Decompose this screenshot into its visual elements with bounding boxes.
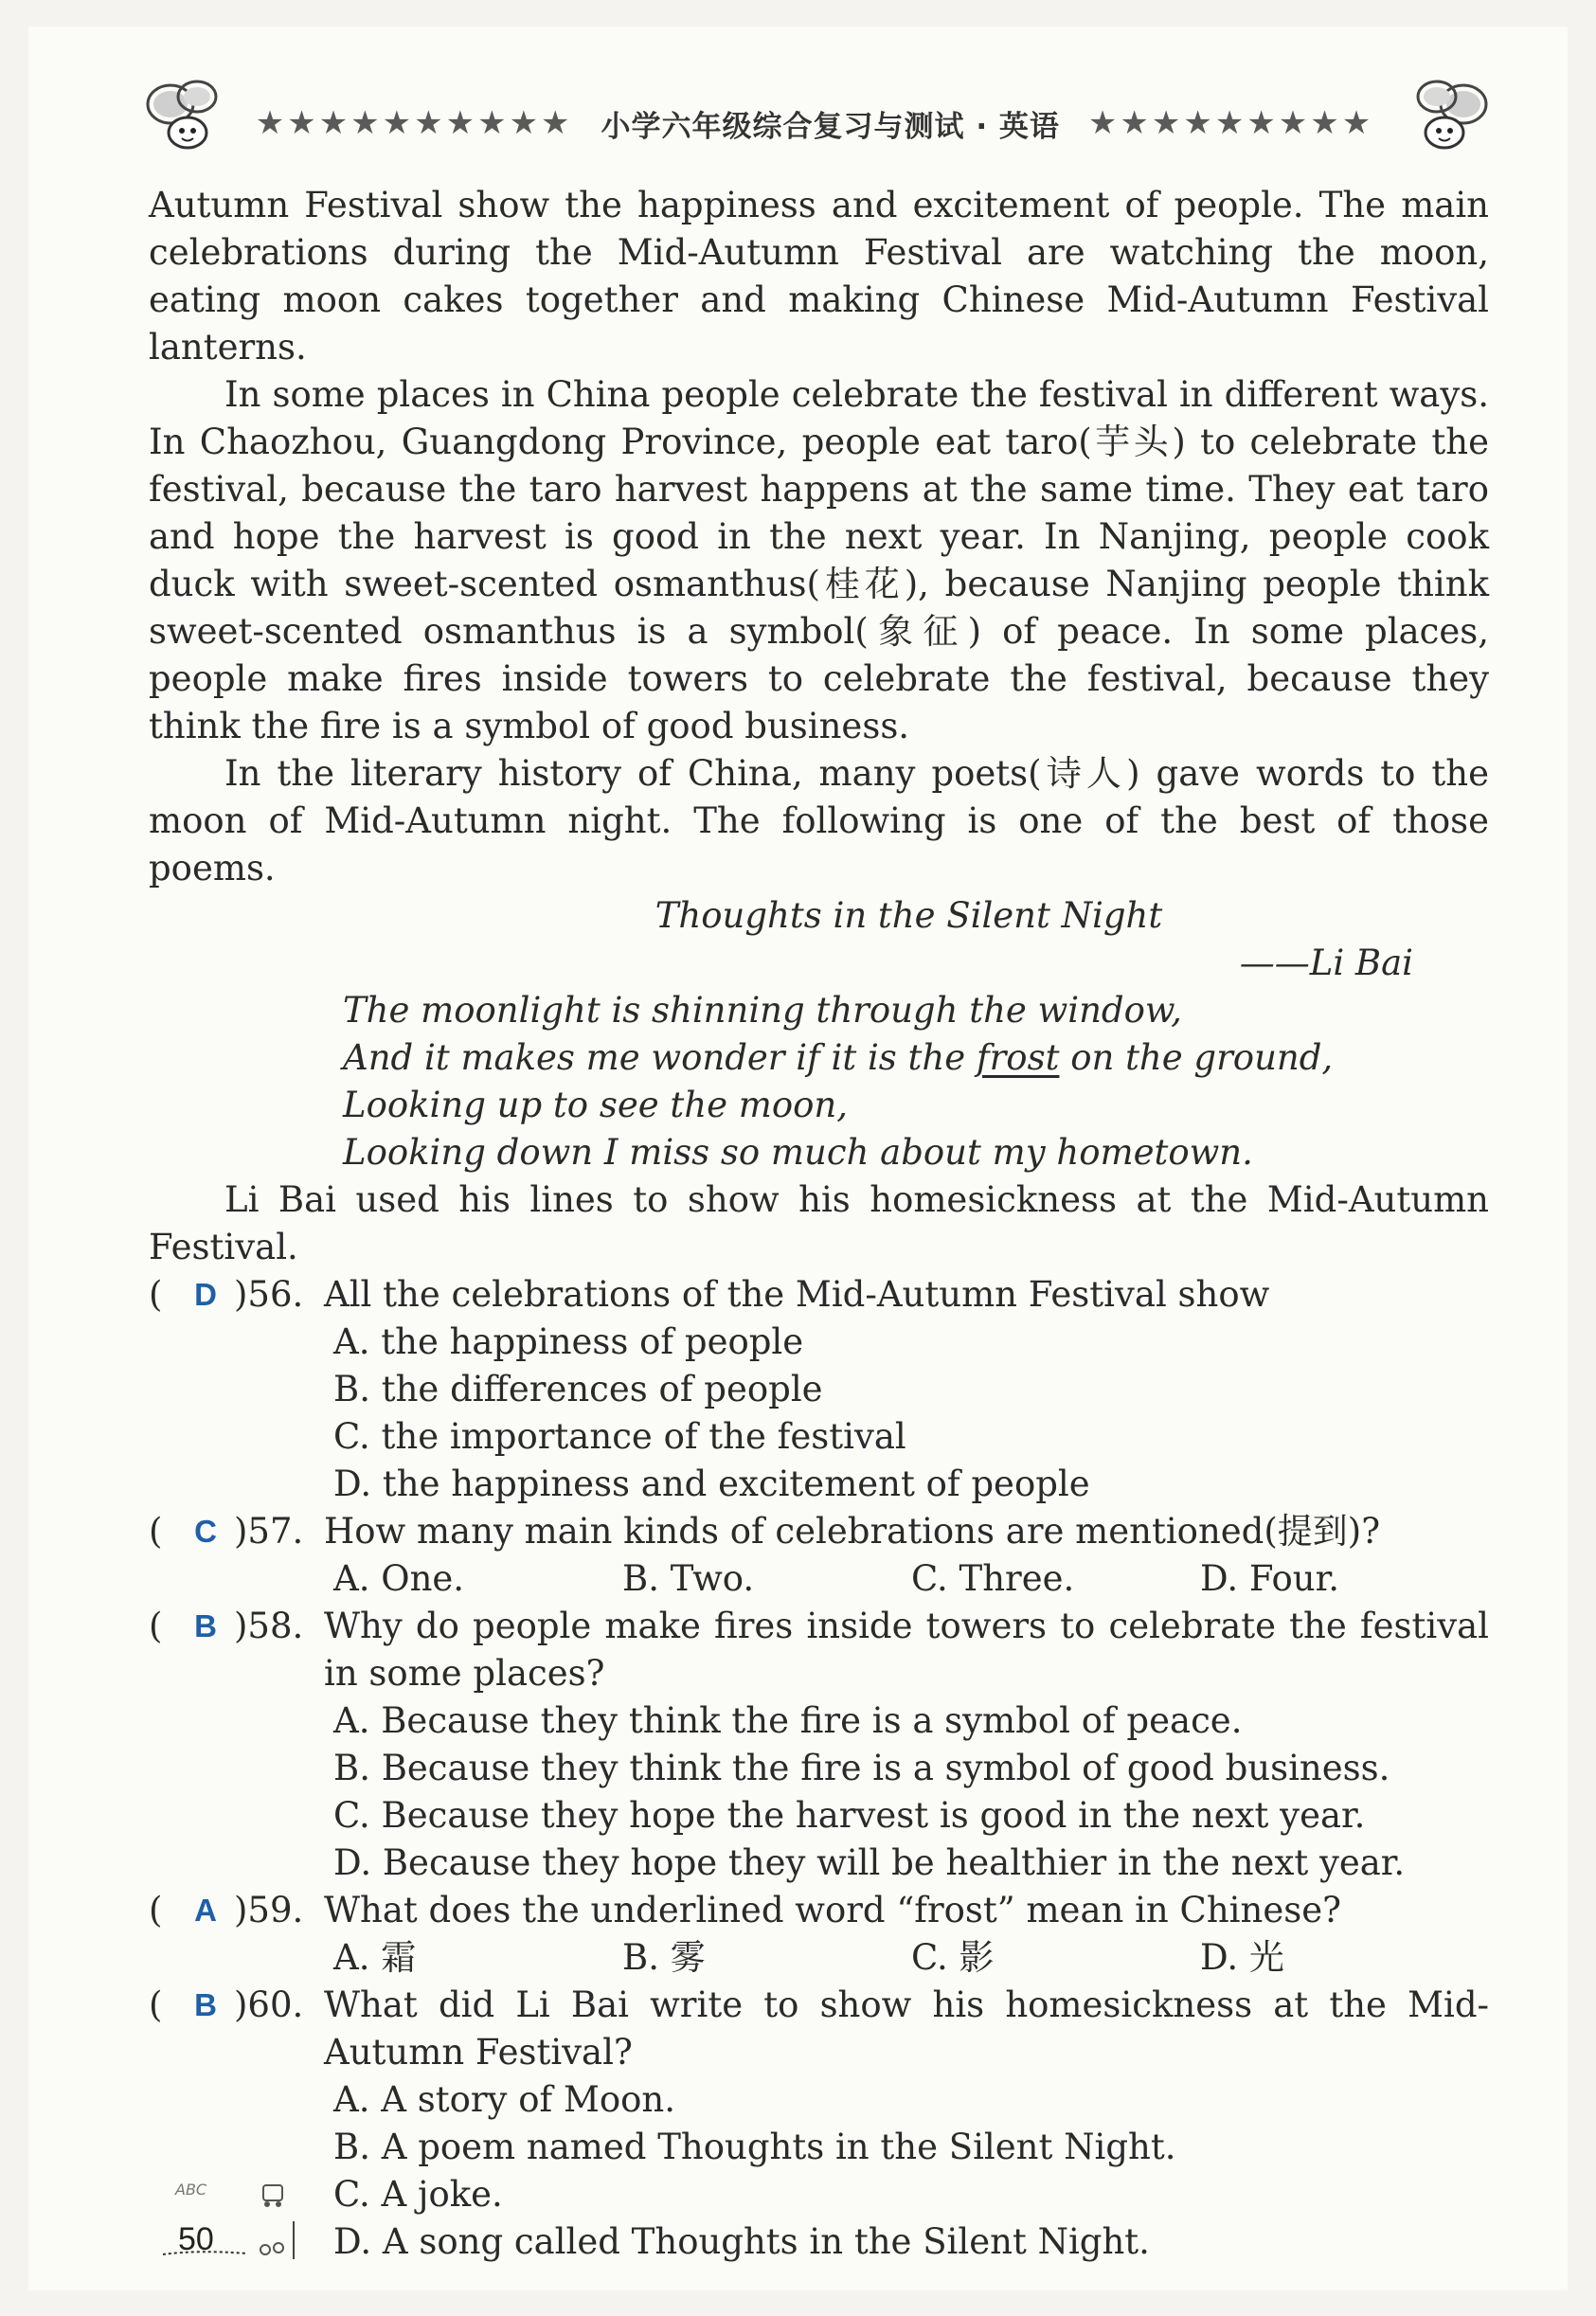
poem-line: The moonlight is shinning through the window,	[343, 990, 1182, 1031]
option: A. 霜	[333, 1937, 417, 1978]
poem-line: Looking down I miss so much about my hometown.	[343, 1132, 1253, 1173]
option: B. 雾	[622, 1937, 706, 1978]
option: C. 影	[911, 1937, 995, 1978]
answer-mark: D	[194, 1277, 217, 1312]
question-text: How many main kinds of celebrations are mentioned(提到)?	[324, 1511, 1381, 1552]
poem-title: Thoughts in the Silent Night	[655, 895, 1163, 936]
answer-mark: A	[194, 1893, 217, 1928]
paren-open: (	[149, 1274, 163, 1315]
page-header	[142, 90, 1487, 156]
passage-paragraph: In the literary history of China, many poets(诗人) gave words to the moon of Mid-Autumn night. The following is one of the best of those poems.	[149, 753, 1489, 889]
question-text: Why do people make fires inside towers to celebrate the festival in some places?	[324, 1606, 1489, 1694]
answer-mark: B	[194, 1608, 217, 1643]
paren-open: (	[149, 1984, 163, 2025]
passage-paragraph: In some places in China people celebrate the festival in different ways. In Chaozhou, Guangdong Province, people eat taro(芋头) to celebrate the festival, because the taro harvest happens at the same time. They eat taro and hope the harvest is good in the next year. In Nanjing, people cook duck with sweet-scented osmanthus(桂花), because Nanjing people think sweet-scented osmanthus is a symbol(象征) of peace. In some places, people make fires inside towers to celebrate the festival, because they think the fire is a symbol of good business.	[149, 374, 1489, 746]
option: B. the differences of people	[333, 1369, 823, 1409]
option: C. Three.	[911, 1558, 1075, 1599]
stars-right: ★★★★★★★★★	[1087, 104, 1374, 142]
question-60	[149, 1982, 1489, 2076]
answer-mark: B	[194, 1987, 217, 2022]
passage-paragraph: Li Bai used his lines to show his homesickness at the Mid-Autumn Festival.	[149, 1179, 1489, 1267]
poem-author: ——Li Bai	[1239, 943, 1413, 983]
paren-open: (	[149, 1606, 163, 1646]
page-number: 50	[178, 2221, 214, 2257]
stars-left: ★★★★★★★★★★	[255, 104, 573, 142]
option: D. Because they hope they will be healthier in the next year.	[333, 1842, 1406, 1883]
reading-content	[149, 182, 1489, 2266]
question-number: )60.	[234, 1984, 304, 2025]
paren-open: (	[149, 1890, 163, 1930]
option: C. the importance of the festival	[333, 1416, 906, 1457]
question-56	[149, 1271, 1489, 1319]
options-row	[149, 1555, 1489, 1603]
poem-line: Looking up to see the moon,	[343, 1085, 848, 1125]
option: C. Because they hope the harvest is good in the next year.	[333, 1795, 1366, 1836]
question-58	[149, 1603, 1489, 1697]
question-57	[149, 1508, 1489, 1555]
question-text: What did Li Bai write to show his homesickness at the Mid-Autumn Festival?	[324, 1984, 1489, 2073]
doodle-text: ABC	[175, 2181, 207, 2199]
option: D. Four.	[1200, 1558, 1340, 1599]
underlined-word-frost: frost	[976, 1037, 1060, 1078]
passage-paragraph: Autumn Festival show the happiness and excitement of people. The main celebrations during the Mid-Autumn Festival are watching the moon, eating moon cakes together and making Chinese Mid-Autumn Festival lanterns.	[149, 185, 1489, 368]
poem-line-text: And it makes me wonder if it is the	[343, 1037, 977, 1078]
question-text: What does the underlined word “frost” mean in Chinese?	[324, 1890, 1341, 1930]
options-row	[149, 1934, 1489, 1982]
question-59	[149, 1887, 1489, 1934]
option: D. 光	[1200, 1937, 1284, 1978]
option: A. One.	[333, 1558, 465, 1599]
question-number: )57.	[234, 1511, 304, 1552]
option: A. Because they think the fire is a symbol of peace.	[333, 1700, 1243, 1741]
question-number: )59.	[234, 1890, 304, 1930]
answer-mark: C	[194, 1514, 217, 1549]
option: B. Because they think the fire is a symbol of good business.	[333, 1748, 1390, 1788]
question-text: All the celebrations of the Mid-Autumn Festival show	[324, 1274, 1270, 1315]
option: A. the happiness of people	[333, 1321, 804, 1362]
question-number: )56.	[234, 1274, 304, 1315]
header-title: 小学六年级综合复习与测试 · 英语	[601, 109, 1060, 144]
poem-line	[149, 1034, 1489, 1082]
question-number: )58.	[234, 1606, 304, 1646]
option: D. the happiness and excitement of people	[333, 1463, 1090, 1504]
poem-line-text: on the ground,	[1059, 1037, 1334, 1078]
option: A. A story of Moon.	[333, 2079, 675, 2120]
option: B. A poem named Thoughts in the Silent Night.	[333, 2127, 1176, 2167]
option: B. Two.	[622, 1558, 755, 1599]
option: C. A joke.	[333, 2174, 503, 2215]
paren-open: (	[149, 1511, 163, 1552]
option: D. A song called Thoughts in the Silent Night.	[333, 2221, 1150, 2262]
